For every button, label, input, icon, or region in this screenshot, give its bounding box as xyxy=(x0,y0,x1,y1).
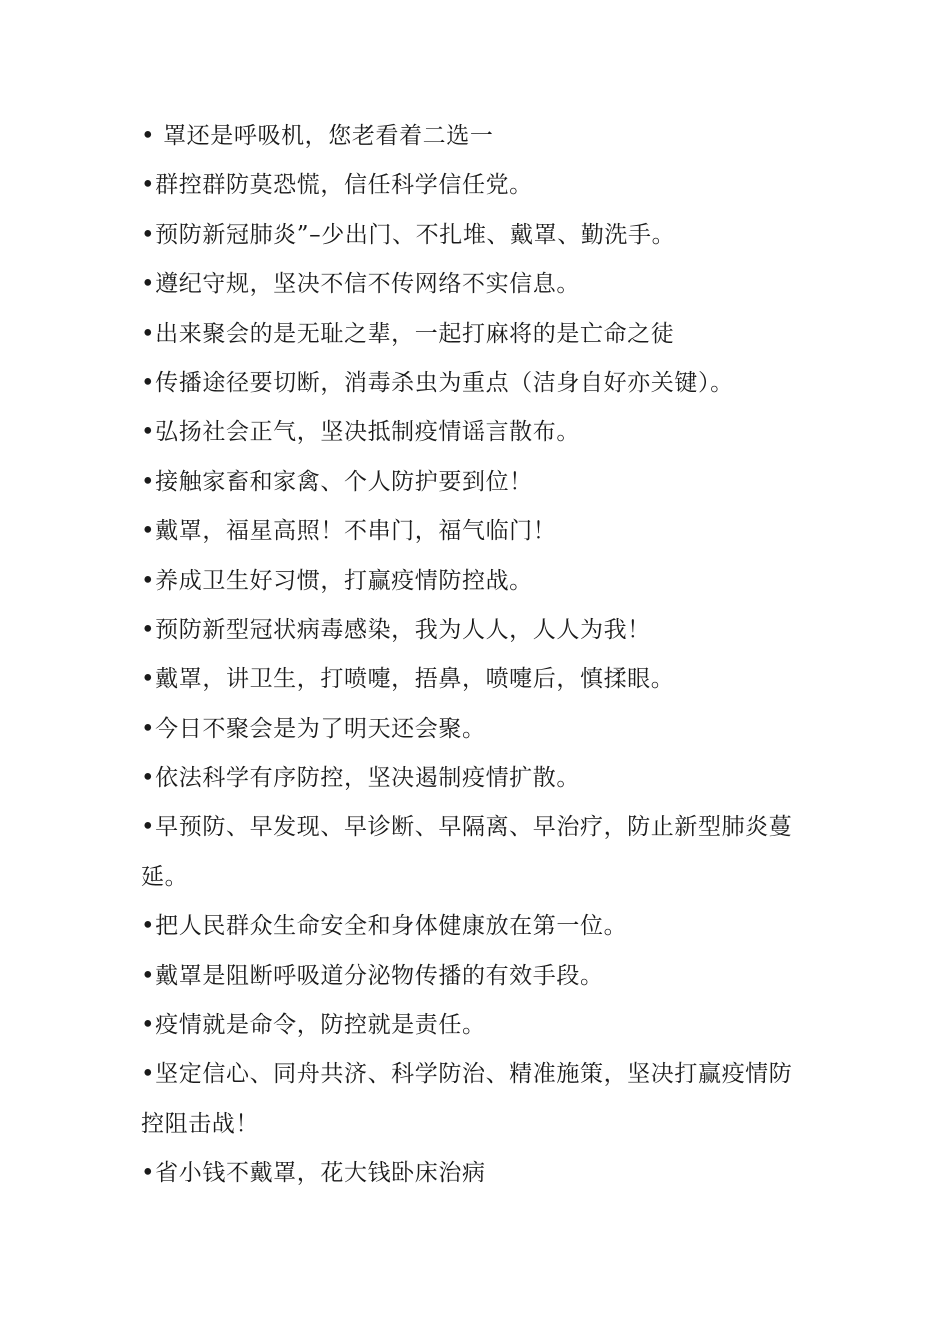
slogan-line: •戴罩是阻断呼吸道分泌物传播的有效手段。 xyxy=(141,962,604,989)
slogan-line: •省小钱不戴罩，花大钱卧床治病 xyxy=(141,1160,486,1187)
slogan-line: •群控群防莫恐慌，信任科学信任党。 xyxy=(141,172,533,199)
slogan-line: •出来聚会的是无耻之辈，一起打麻将的是亡命之徒 xyxy=(141,320,675,347)
slogan-line: •遵纪守规，坚决不信不传网络不实信息。 xyxy=(141,271,580,298)
slogan-line-continuation: 延。 xyxy=(141,863,189,890)
slogan-line: •依法科学有序防控，坚决遏制疫情扩散。 xyxy=(141,765,580,792)
slogan-line: •预防新冠肺炎”–少出门、不扎堆、戴罩、勤洗手。 xyxy=(141,221,676,248)
slogan-line: •接触家畜和家禽、个人防护要到位！ xyxy=(141,468,533,495)
slogan-line: •把人民群众生命安全和身体健康放在第一位。 xyxy=(141,913,628,940)
slogan-line: •戴罩，福星高照！不串门，福气临门！ xyxy=(141,518,557,545)
slogan-line: •弘扬社会正气，坚决抵制疫情谣言散布。 xyxy=(141,419,580,446)
slogan-line: •养成卫生好习惯，打赢疫情防控战。 xyxy=(141,567,533,594)
slogan-line: •戴罩，讲卫生，打喷嚏，捂鼻，喷嚏后，慎揉眼。 xyxy=(141,666,675,693)
slogan-line: •早预防、早发现、早诊断、早隔离、早治疗，防止新型肺炎蔓 xyxy=(141,814,793,841)
slogan-line: •传播途径要切断，消毒杀虫为重点（洁身自好亦关键）。 xyxy=(141,369,734,396)
slogan-line-continuation: 控阻击战！ xyxy=(141,1110,259,1137)
slogan-line: •预防新型冠状病毒感染，我为人人，人人为我！ xyxy=(141,616,651,643)
slogan-line: • 罩还是呼吸机，您老看着二选一 xyxy=(141,123,494,149)
slogan-line: •今日不聚会是为了明天还会聚。 xyxy=(141,715,486,742)
slogan-list xyxy=(141,112,841,1199)
slogan-line: •疫情就是命令，防控就是责任。 xyxy=(141,1012,486,1039)
slogan-line: •坚定信心、同舟共济、科学防治、精准施策，坚决打赢疫情防 xyxy=(141,1061,793,1088)
